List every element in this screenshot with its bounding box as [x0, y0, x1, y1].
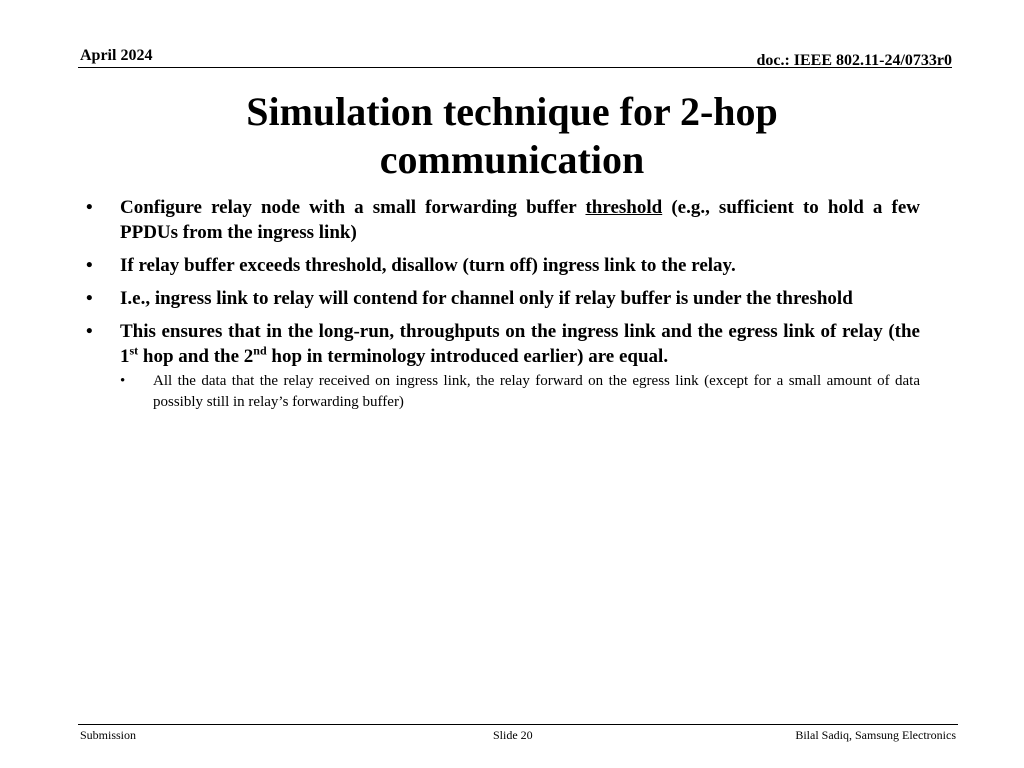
- bullet-4-text-c: hop in terminology introduced earlier) are equal.: [266, 346, 669, 367]
- slide-title-line-2: communication: [379, 137, 645, 182]
- slide-title: [80, 88, 944, 184]
- bullet-marker: •: [86, 321, 93, 342]
- header-doc-id: doc.: IEEE 802.11-24/0733r0: [756, 52, 952, 69]
- footer-submission: Submission: [80, 728, 137, 742]
- bullet-1-text-start: Configure relay node with a small forwarding buffer: [120, 197, 586, 218]
- footer-slide-number: Slide 20: [493, 728, 533, 742]
- header-date: April 2024: [80, 47, 153, 64]
- bullet-2: [80, 253, 920, 278]
- footer-divider: [78, 724, 958, 725]
- bullet-marker: •: [86, 288, 93, 309]
- bullet-4: [80, 319, 920, 369]
- bullet-2-text: If relay buffer exceeds threshold, disallow (turn off) ingress link to the relay.: [120, 255, 736, 276]
- sub-bullet-1: [80, 371, 920, 413]
- bullet-marker: •: [86, 255, 93, 276]
- bullet-4-text-a: This ensures that in the long-run, throughputs on the ingress link and the egress link of relay (the 1: [120, 321, 920, 367]
- bullet-3: [80, 286, 920, 311]
- bullet-4-superscript-st: st: [129, 343, 139, 358]
- header-divider: [78, 67, 952, 68]
- bullet-marker: •: [86, 197, 93, 218]
- sub-bullet-marker: •: [120, 373, 126, 389]
- slide-title-line-1: Simulation technique for 2-hop: [246, 89, 778, 134]
- bullet-1-underlined-word: threshold: [585, 197, 663, 218]
- bullet-1-text-end: (e.g., sufficient to hold a few PPDUs from the ingress link): [120, 197, 920, 243]
- slide-body: [80, 195, 920, 413]
- footer-author: Bilal Sadiq, Samsung Electronics: [795, 728, 956, 742]
- sub-bullet-1-text: All the data that the relay received on ingress link, the relay forward on the egress link (except for a small amount of data possibly still in relay’s forwarding buffer): [153, 373, 920, 410]
- bullet-1: [80, 195, 920, 245]
- bullet-4-text-b: hop and the 2: [138, 346, 254, 367]
- bullet-4-superscript-nd: nd: [253, 343, 267, 358]
- bullet-3-text: I.e., ingress link to relay will contend for channel only if relay buffer is under the threshold: [120, 288, 853, 309]
